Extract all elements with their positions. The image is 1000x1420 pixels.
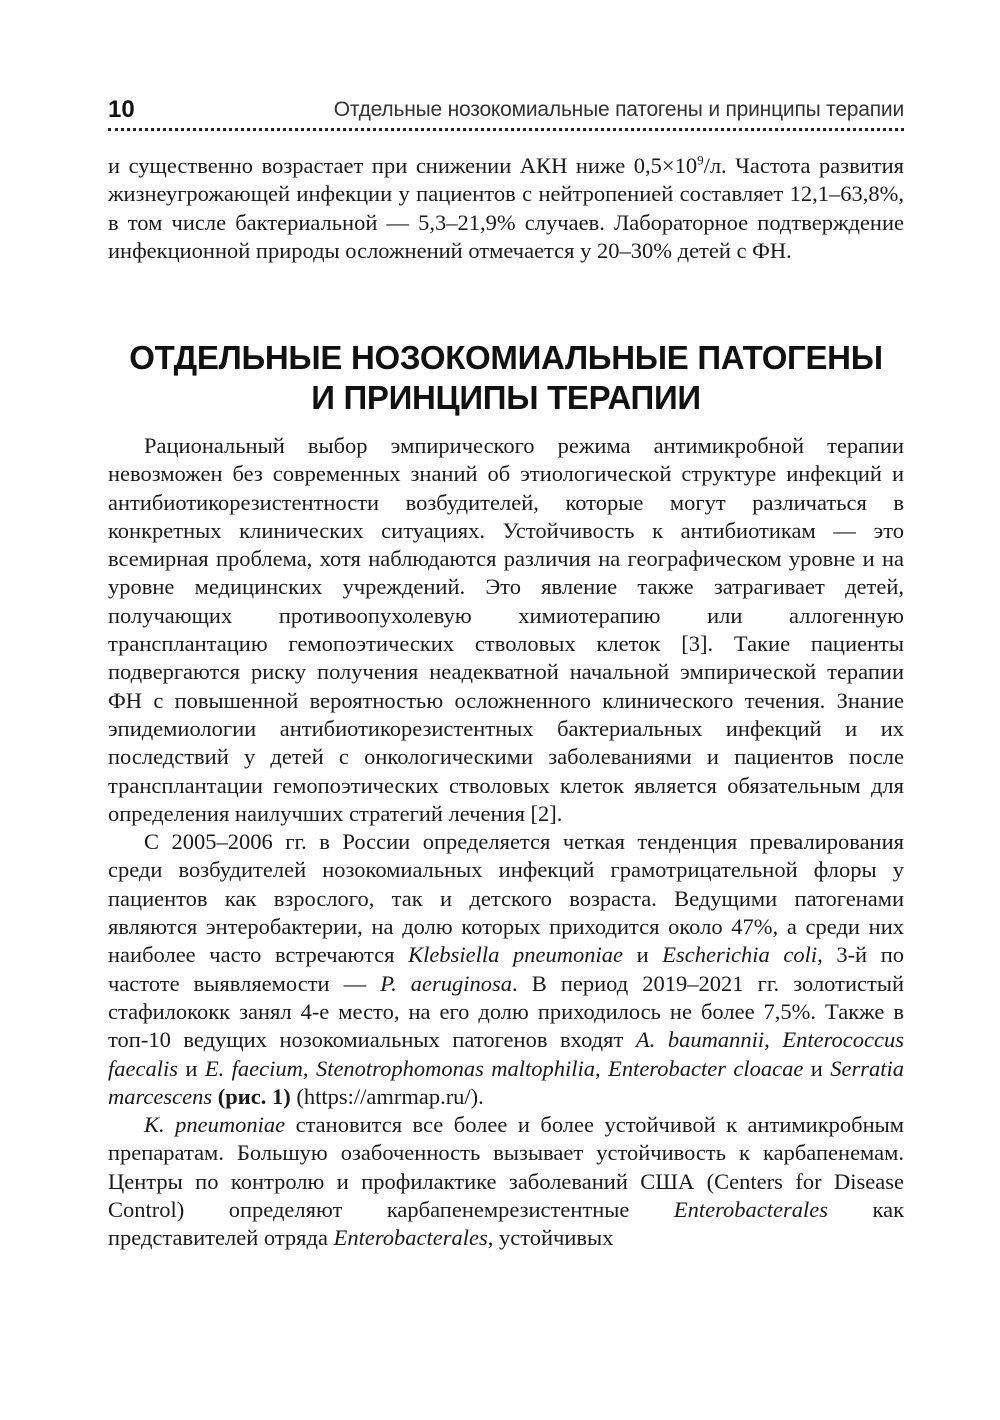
p2-species: Klebsiella pneumoniae xyxy=(408,942,623,968)
p2-species: Stenotrophomonas maltophilia xyxy=(315,1055,596,1081)
p2-text: . В период 2019–2021 гг. золотистый стафилококк занял 4-е место, на его долю приходилось не более 7,5%. Также в топ-10 ведущих нозокомиальных патогенов входят xyxy=(108,970,904,1053)
p2-text: (https://amrmap.ru/). xyxy=(290,1083,484,1109)
page-number: 10 xyxy=(108,96,135,123)
p2-text: , xyxy=(764,1027,783,1053)
p3-species: Enterobacterales xyxy=(333,1225,488,1251)
p2-text: С 2005–2006 гг. в России определяется четкая тенденция превалирования среди возбудителей нозокомиальных инфекций грамотрицательной флоры у пациентов как взрослого, так и детского возраста. Ведущими патогенами являются энтеробактерии, на долю которых приходится около 47%, а среди них наиболее часто встречаются xyxy=(108,829,904,968)
section-heading-line1: ОТДЕЛЬНЫЕ НОЗОКОМИАЛЬНЫЕ ПАТОГЕНЫ xyxy=(129,339,883,376)
section-heading xyxy=(108,338,904,418)
figure-reference: (рис. 1) xyxy=(217,1083,291,1109)
p2-species: Enterococcus faecalis xyxy=(108,1027,905,1081)
p3-text: , устойчивых xyxy=(487,1225,614,1251)
paragraph-2 xyxy=(108,828,904,1111)
p2-text: и xyxy=(803,1055,831,1081)
intro-text-b: /л. Частота развития жизнеугрожающей инфекции у пациентов с нейтропенией составляет 12,1–63,8%, в том числе бактериальной — 5,3–21,9% случаев. Лабораторное подтверждение инфекционной природы осложнений отмечается у 20–30% детей с ФН. xyxy=(108,153,905,263)
p2-text: и xyxy=(622,942,663,968)
p2-species: P. aeruginosa xyxy=(380,970,513,996)
paragraph-1: Рациональный выбор эмпирического режима антимикробной терапии невозможен без современных знаний об этиологической структуре инфекций и антибиотикорезистентности возбудителей, которые могут различаться в конкретных клинических ситуациях. Устойчивость к антибиотикам — это всемирная проблема, хотя наблюдаются различия на географическом уровне и на уровне медицинских учреждений. Это явление также затрагивает детей, получающих противоопухолевую химиотерапию или аллогенную трансплантацию гемопоэтических стволовых клеток [3]. Такие пациенты подвергаются риску получения неадекватной начальной эмпирической терапии ФН с повышенной вероятностью осложненного клинического течения. Знание эпидемиологии антибиотикорезистентных бактериальных инфекций и их последствий у детей с онкологическими заболеваниями и пациентов после трансплантации гемопоэтических стволовых клеток является обязательным для определения наилучших стратегий лечения [2]. xyxy=(108,433,904,826)
p3-text: становится все более и более устойчивой к антимикробным препаратам. Большую озабоченность вызывает устойчивость к карбапенемам. Центры по контролю и профилактике заболеваний США (Centers for Disease Control) определяют карбапенемрезистентные xyxy=(108,1112,904,1223)
section-heading-line2: И ПРИНЦИПЫ ТЕРАПИИ xyxy=(311,379,701,416)
page-header xyxy=(108,92,904,132)
p2-species: Serratia marcescens xyxy=(108,1055,904,1109)
intro-superscript: 9 xyxy=(697,152,704,168)
p3-species: Enterobacterales xyxy=(673,1197,828,1223)
paragraph-3 xyxy=(108,1111,904,1252)
section-body xyxy=(108,432,904,1253)
p3-text: как представителей отряда xyxy=(108,1197,905,1251)
running-title: Отдельные нозокомиальные патогены и принципы терапии xyxy=(333,98,904,121)
header-dotted-rule xyxy=(108,128,904,133)
p2-text: и xyxy=(177,1055,205,1081)
p2-text: , xyxy=(595,1055,609,1081)
p2-text: , xyxy=(302,1055,316,1081)
p2-species: A. baumannii xyxy=(635,1027,765,1053)
intro-text-a: и существенно возрастает при снижении АКН ниже 0,5×10 xyxy=(108,153,698,178)
intro-paragraph xyxy=(108,152,904,265)
p3-species: K. pneumoniae xyxy=(144,1112,286,1138)
p2-text: , 3-й по частоте выявляемости — xyxy=(108,942,905,996)
p2-species: E. faecium xyxy=(204,1055,303,1081)
p2-species: Escherichia coli xyxy=(662,942,818,968)
p2-species: Enterobacter cloacae xyxy=(608,1055,804,1081)
